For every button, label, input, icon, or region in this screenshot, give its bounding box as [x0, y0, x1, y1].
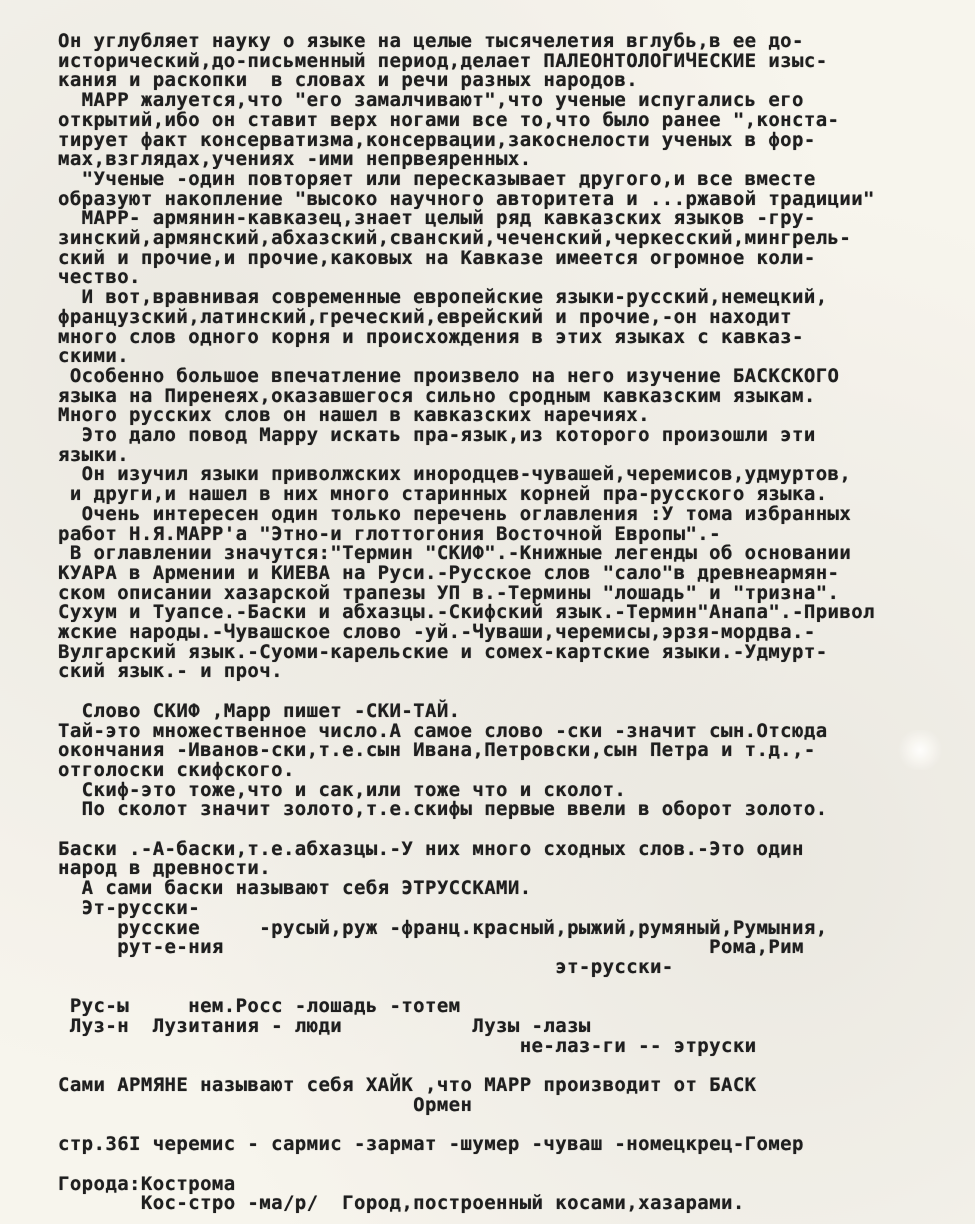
text-line: Вулгарский язык.-Суоми-карельские и сомех-картские языки.-Удмурт-: [58, 640, 828, 663]
paper-stain: [895, 730, 945, 770]
text-line: МАРР жалуется,что "его замалчивают",что ученые испугались его: [58, 89, 804, 112]
text-line: мах,взглядах,учениях -ими непрвеяренных.: [58, 148, 532, 171]
text-line: В оглавлении значутся:"Термин "СКИФ".-Книжные легенды об основании: [58, 542, 852, 565]
text-line: русские -русый,руж -франц.красный,рыжий,румяный,Румыния,: [58, 916, 828, 939]
text-line: Города:Кострома: [58, 1172, 236, 1195]
text-line: ский язык.- и проч.: [58, 660, 283, 683]
text-line: языки.: [58, 443, 130, 466]
text-line: исторический,до-письменный период,делает ПАЛЕОНТОЛОГИЧЕСКИЕ изыс-: [58, 49, 828, 72]
text-line: По сколот значит золото,т.е.скифы первые ввели в оборот золото.: [58, 798, 828, 821]
text-line: Кос-стро -ма/р/ Город,построенный косами,хазарами.: [58, 1192, 745, 1215]
text-line: Сухум и Туапсе.-Баски и абхазцы.-Скифский язык.-Термин"Анапа".-Привол: [58, 601, 875, 624]
text-line: Он углубляет науку о языке на целые тысячелетия вглубь,в ее до-: [58, 30, 804, 52]
text-line: А сами баски называют себя ЭТРУССКАМИ.: [58, 877, 532, 900]
text-line: французский,латинский,греческий,еврейский и прочие,-он находит: [58, 305, 793, 328]
text-line: тирует факт консерватизма,консервации,закоснелости ученых в фор-: [58, 128, 816, 151]
text-line: Рус-ы нем.Росс -лошадь -тотем: [58, 995, 461, 1018]
text-line: Тай-это множественное число.А самое слово -ски -значит сын.Отсюда: [58, 719, 828, 742]
text-line: КУАРА в Армении и КИЕВА на Руси.-Русское слов "сало"в древнеармян-: [58, 561, 840, 584]
text-line: Очень интересен один только перечень оглавления :У тома избранных: [58, 502, 852, 525]
text-line: "Ученые -один повторяет или пересказывает другого,и все вместе: [58, 167, 816, 190]
text-line: Много русских слов он нашел в кавказских наречиях.: [58, 404, 650, 427]
text-line: ский и прочие,и прочие,каковых на Кавказе имеется огромное коли-: [58, 246, 816, 269]
text-line: Сами АРМЯНЕ называют себя ХАЙК ,что МАРР производит от БАСК: [58, 1074, 757, 1097]
text-line: Он изучил языки приволжских инородцев-чувашей,черемисов,удмуртов,: [58, 463, 852, 486]
text-line: Особенно большое впечатление произвело на него изучение БАСКСКОГО: [58, 364, 840, 387]
text-line: народ в древности.: [58, 857, 272, 880]
text-line: жские народы.-Чувашское слово -уй.-Чуваши,черемисы,эрзя-мордва.-: [58, 621, 816, 643]
text-line: Эт-русски-: [58, 896, 201, 919]
text-line: зинский,армянский,абхазский,сванский,чеченский,черкесский,мингрель-: [58, 227, 852, 249]
text-line: чество.: [58, 266, 141, 289]
text-line: окончания -Иванов-ски,т.е.сын Ивана,Петровски,сын Петра и т.д.,-: [58, 739, 816, 762]
text-line: Ормен: [58, 1093, 473, 1116]
text-line: открытий,ибо он ставит верх ногами все то,что было ранее ",конста-: [58, 108, 840, 131]
text-line: эт-русски-: [58, 955, 674, 978]
text-line: и други,и нашел в них много старинных корней пра-русского языка.: [58, 483, 828, 506]
text-line: не-лаз-ги -- этруски: [58, 1034, 757, 1057]
text-line: кания и раскопки в словах и речи разных народов.: [58, 69, 639, 92]
text-line: И вот,вравнивая современные европейские языки-русский,немецкий,: [58, 286, 828, 309]
text-line: много слов одного корня и происхождения в этих языках с кавказ-: [58, 325, 804, 348]
text-line: ском описании хазарской трапезы УП в.-Термины "лошадь" и "тризна".: [58, 581, 840, 604]
text-line: языка на Пиренеях,оказавшегося сильно сродным кавказским языкам.: [58, 384, 816, 407]
text-line: стр.36I черемис - сармис -зармат -шумер -чуваш -номецкрец-Гомер: [58, 1133, 804, 1156]
text-line: образуют накопление "высоко научного авторитета и ...ржавой традиции": [58, 187, 875, 210]
text-line: скими.: [58, 345, 130, 368]
text-line: работ Н.Я.МАРР'а "Этно-и глоттогония Восточной Европы".-: [58, 522, 721, 545]
text-line: рут-е-ния Рома,Рим: [58, 936, 804, 959]
text-line: Луз-н Лузитания - люди Лузы -лазы: [58, 1015, 591, 1037]
text-line: МАРР- армянин-кавказец,знает целый ряд кавказских языков -гру-: [58, 207, 816, 230]
text-line: Баски .-А-баски,т.е.абхазцы.-У них много сходных слов.-Это один: [58, 837, 804, 860]
text-line: Слово СКИФ ,Марр пишет -СКИ-ТАЙ.: [58, 699, 461, 722]
text-line: Скиф-это тоже,что и сак,или тоже что и сколот.: [58, 778, 627, 801]
text-line: Это дало повод Марру искать пра-язык,из которого произошли эти: [58, 424, 816, 446]
text-line: отголоски скифского.: [58, 758, 295, 781]
